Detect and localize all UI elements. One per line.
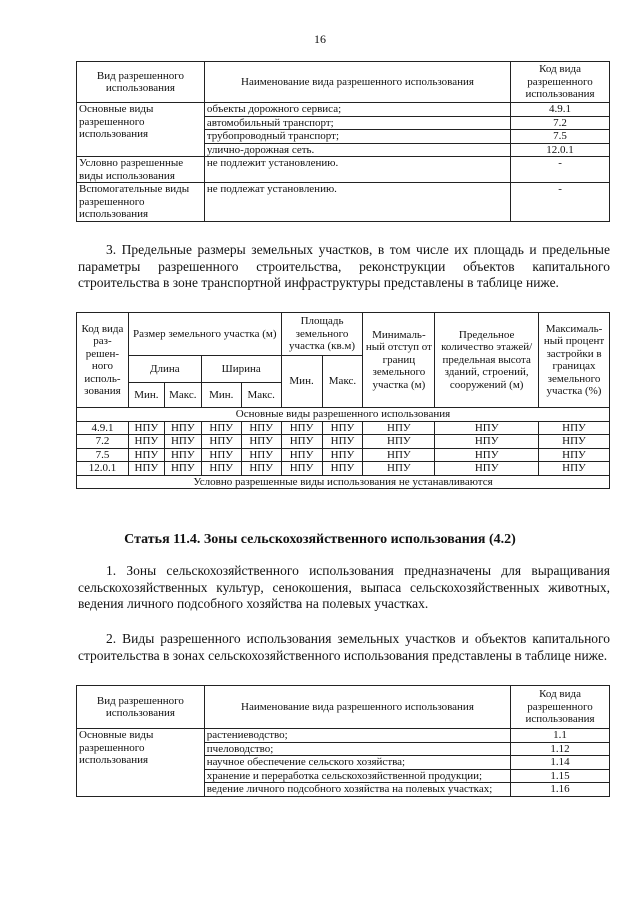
auxiliary-uses-label: Вспомогательные виды разрешенного использования — [77, 183, 205, 222]
header-cell: Наименование вида разрешенного использования — [204, 62, 510, 103]
table-row — [77, 462, 610, 476]
header-area-min: Мин. — [281, 356, 322, 408]
header-cell: Код вида разрешенного использования — [511, 686, 610, 729]
cell: НПУ — [241, 448, 281, 462]
cell: НПУ — [164, 435, 201, 449]
table-row — [77, 103, 610, 117]
cell: НПУ — [435, 448, 539, 462]
parameters-table — [76, 312, 610, 489]
use-name: автомобильный транспорт; — [204, 116, 510, 130]
use-name: хранение и переработка сельскохозяйственной продукции; — [204, 769, 510, 783]
cell: НПУ — [539, 462, 610, 476]
use-name: не подлежит установлению. — [204, 157, 510, 183]
table-row — [77, 421, 610, 435]
use-name: не подлежат установлению. — [204, 183, 510, 222]
use-name: растениеводство; — [204, 729, 510, 743]
use-code: 4.9.1 — [511, 103, 610, 117]
cell: НПУ — [363, 462, 435, 476]
cell: НПУ — [281, 448, 322, 462]
page-number: 16 — [314, 32, 326, 46]
cell: НПУ — [435, 435, 539, 449]
cell: НПУ — [164, 448, 201, 462]
cell: НПУ — [164, 462, 201, 476]
header-width-max: Макс. — [241, 383, 281, 408]
header-width-min: Мин. — [201, 383, 241, 408]
paragraph-article-1: 1. Зоны сельскохозяйственного использования предназначены для выращивания сельскохозяйственных культур, сенокошения, выпаса сельскохозяйственных животных, ведения личного подсобного хозяйства на полевых участках. — [78, 563, 610, 611]
use-name: улично-дорожная сеть. — [204, 143, 510, 157]
use-code: - — [511, 183, 610, 222]
row-code: 4.9.1 — [77, 421, 129, 435]
row-code: 12.0.1 — [77, 462, 129, 476]
table-header-row — [77, 62, 610, 103]
cell: НПУ — [435, 421, 539, 435]
table-header-row — [77, 686, 610, 729]
cell: НПУ — [363, 421, 435, 435]
use-code: 1.16 — [511, 783, 610, 797]
table-row — [77, 435, 610, 449]
use-name: трубопроводный транспорт; — [204, 130, 510, 144]
use-code: - — [511, 157, 610, 183]
header-area-max: Макс. — [322, 356, 363, 408]
use-code: 1.15 — [511, 769, 610, 783]
header-width: Ширина — [201, 356, 281, 383]
cell: НПУ — [164, 421, 201, 435]
header-coverage: Максималь-ный процент застройки в границах земельного участка (%) — [539, 313, 610, 408]
header-floors: Предельное количество этажей/ предельная высота зданий, строений, сооружений (м) — [435, 313, 539, 408]
header-size: Размер земельного участка (м) — [128, 313, 281, 356]
row-code: 7.2 — [77, 435, 129, 449]
section-main: Основные виды разрешенного использования — [77, 408, 610, 422]
header-cell: Вид разрешенного использования — [77, 686, 205, 729]
cell: НПУ — [201, 462, 241, 476]
cell: НПУ — [435, 462, 539, 476]
cell: НПУ — [539, 448, 610, 462]
use-name: научное обеспечение сельского хозяйства; — [204, 756, 510, 770]
cell: НПУ — [281, 435, 322, 449]
table-row — [77, 729, 610, 743]
cell: НПУ — [128, 435, 164, 449]
section-conditional: Условно разрешенные виды использования не устанавливаются — [77, 475, 610, 489]
header-cell: Вид разрешенного использования — [77, 62, 205, 103]
agricultural-uses-table — [76, 685, 610, 797]
use-name: ведение личного подсобного хозяйства на полевых участках; — [204, 783, 510, 797]
cell: НПУ — [241, 421, 281, 435]
use-code: 7.5 — [511, 130, 610, 144]
use-code: 1.12 — [511, 742, 610, 756]
conditional-uses-label: Условно разрешенные виды использования — [77, 157, 205, 183]
use-code: 12.0.1 — [511, 143, 610, 157]
main-uses-label: Основные виды разрешенного использования — [77, 103, 205, 157]
cell: НПУ — [281, 462, 322, 476]
header-length: Длина — [128, 356, 201, 383]
use-name: объекты дорожного сервиса; — [204, 103, 510, 117]
cell: НПУ — [128, 421, 164, 435]
cell: НПУ — [539, 421, 610, 435]
header-area: Площадь земельного участка (кв.м) — [281, 313, 363, 356]
zone-uses-table — [76, 61, 610, 222]
cell: НПУ — [128, 462, 164, 476]
header-length-max: Макс. — [164, 383, 201, 408]
cell: НПУ — [322, 462, 363, 476]
cell: НПУ — [363, 448, 435, 462]
paragraph-3: 3. Предельные размеры земельных участков, в том числе их площадь и предельные параметры разрешенного строительства, реконструкции объектов капитального строительства в зоне транспортной инфраструктуры представлены в таблице ниже. — [78, 242, 610, 290]
use-name: пчеловодство; — [204, 742, 510, 756]
cell: НПУ — [201, 421, 241, 435]
header-length-min: Мин. — [128, 383, 164, 408]
header-cell: Наименование вида разрешенного использования — [204, 686, 510, 729]
cell: НПУ — [201, 435, 241, 449]
cell: НПУ — [201, 448, 241, 462]
main-uses-label: Основные виды разрешенного использования — [77, 729, 205, 797]
paragraph-article-2: 2. Виды разрешенного использования земельных участков и объектов капитального строительства в зонах сельскохозяйственного использования представлены в таблице ниже. — [78, 631, 610, 663]
table-row — [77, 157, 610, 183]
header-code: Код вида раз-решен-ного исполь-зования — [77, 313, 129, 408]
use-code: 1.14 — [511, 756, 610, 770]
cell: НПУ — [322, 448, 363, 462]
use-code: 1.1 — [511, 729, 610, 743]
header-setback: Минималь-ный отступ от границ земельного участка (м) — [363, 313, 435, 408]
cell: НПУ — [539, 435, 610, 449]
article-heading: Статья 11.4. Зоны сельскохозяйственного использования (4.2) — [124, 532, 516, 547]
cell: НПУ — [363, 435, 435, 449]
cell: НПУ — [322, 435, 363, 449]
table-row — [77, 183, 610, 222]
row-code: 7.5 — [77, 448, 129, 462]
use-code: 7.2 — [511, 116, 610, 130]
cell: НПУ — [322, 421, 363, 435]
header-cell: Код вида разрешенного использования — [511, 62, 610, 103]
cell: НПУ — [241, 462, 281, 476]
cell: НПУ — [241, 435, 281, 449]
cell: НПУ — [281, 421, 322, 435]
table-row — [77, 448, 610, 462]
cell: НПУ — [128, 448, 164, 462]
